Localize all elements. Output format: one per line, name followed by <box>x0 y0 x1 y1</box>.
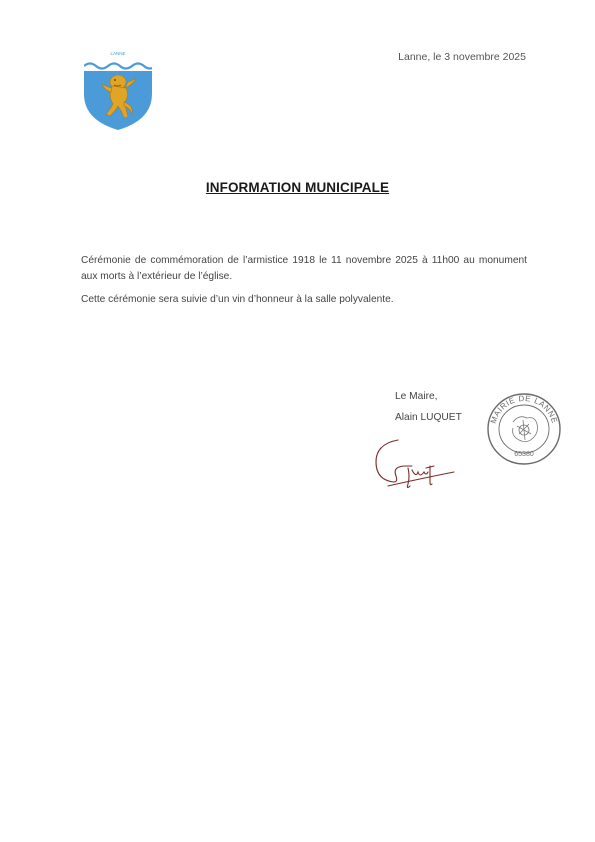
announcement-paragraph-1: Cérémonie de commémoration de l’armistice 1918 le 11 novembre 2025 à 11h00 au monument aux morts à l’extérieur de l’église. <box>81 255 527 282</box>
municipal-coat-of-arms <box>80 48 156 132</box>
signature-block <box>395 386 462 428</box>
town-hall-stamp <box>483 390 565 468</box>
page-title: INFORMATION MUNICIPALE <box>205 180 390 195</box>
svg-text:LANNE: LANNE <box>110 51 126 56</box>
stamp-postcode: 65380 <box>514 451 534 458</box>
signatory-name: Alain LUQUET <box>395 412 462 423</box>
date-line: Lanne, le 3 novembre 2025 <box>398 51 526 63</box>
announcement-paragraph-2: Cette cérémonie sera suivie d’un vin d’honneur à la salle polyvalente. <box>81 294 394 305</box>
announcement-body <box>81 253 527 315</box>
signatory-role: Le Maire, <box>395 391 438 402</box>
handwritten-signature <box>368 436 460 502</box>
svg-text:MAIRIE DE LANNE: MAIRIE DE LANNE <box>488 393 560 425</box>
